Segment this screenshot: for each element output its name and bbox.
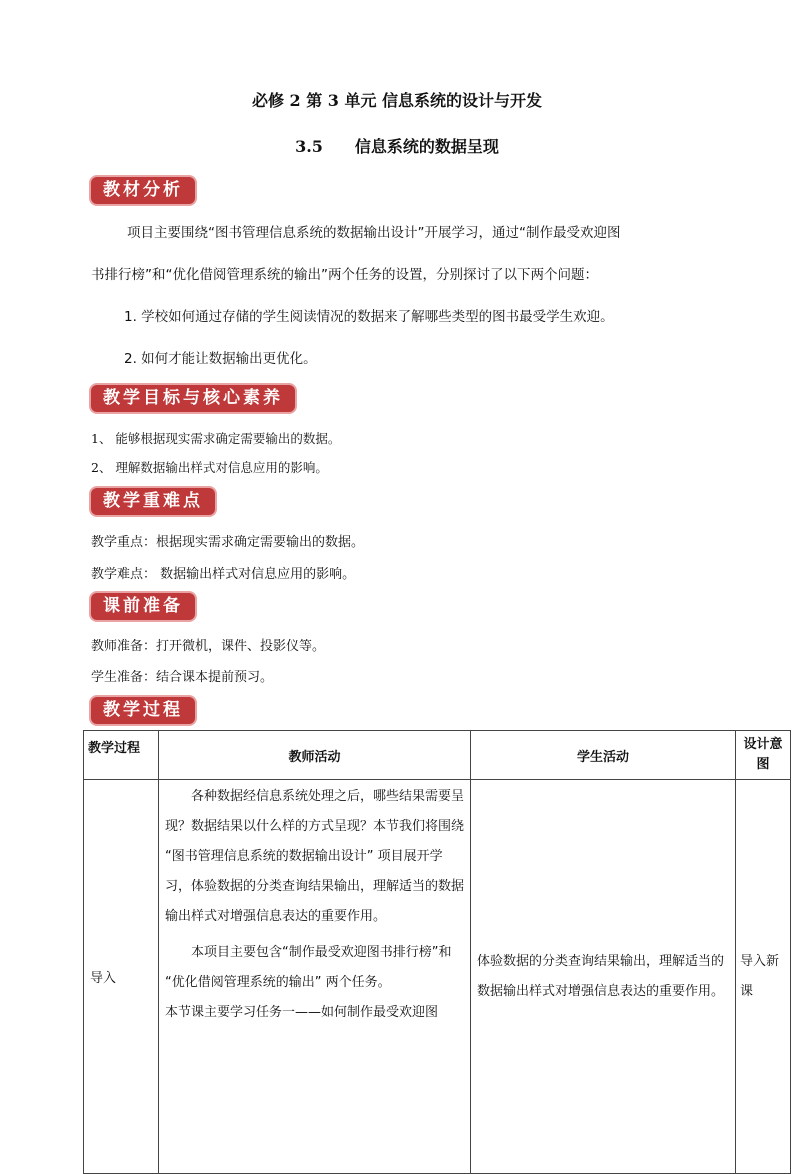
doc-subtitle: 3.5 信息系统的数据呈现: [295, 137, 499, 156]
header-student-activity: 学生活动: [471, 731, 736, 780]
cell-student-activity: 体验数据的分类查询结果输出，理解适当的数据输出样式对增强信息表达的重要作用。: [471, 780, 736, 1174]
goals-item-1: 1、 能够根据现实需求确定需要输出的数据。: [91, 431, 341, 446]
goals-item-2: 2、 理解数据输出样式对信息应用的影响。: [91, 460, 328, 475]
cell-design-intent: 导入新课: [736, 780, 791, 1174]
section-badge-goals: 教学目标与核心素养: [91, 385, 295, 412]
teacher-paragraph-2: 本项目主要包含“制作最受欢迎图书排行榜”和 “优化借阅管理系统的输出” 两个任务。: [165, 945, 452, 990]
analysis-para-line1: 项目主要围绕“图书管理信息系统的数据输出设计”开展学习，通过“制作最受欢迎图: [127, 225, 621, 241]
header-teacher-activity: 教师活动: [159, 731, 471, 780]
analysis-item-2: 2. 如何才能让数据输出更优化。: [124, 351, 317, 367]
header-design-intent: 设计意图: [736, 731, 791, 780]
section-badge-prep: 课前准备: [91, 593, 195, 620]
prep-student: 学生准备：结合课本提前预习。: [91, 670, 274, 685]
prep-teacher: 教师准备：打开微机，课件、投影仪等。: [91, 639, 326, 654]
key-difficulty: 教学难点： 数据输出样式对信息应用的影响。: [91, 567, 356, 582]
header-stage: 教学过程: [84, 731, 159, 780]
analysis-item-1: 1. 学校如何通过存储的学生阅读情况的数据来了解哪些类型的图书最受学生欢迎。: [124, 309, 614, 325]
table-header-row: [84, 731, 791, 780]
doc-title: 必修 2 第 3 单元 信息系统的设计与开发: [251, 91, 543, 110]
process-table: [83, 730, 791, 1174]
section-badge-keypoints: 教学重难点: [91, 488, 215, 515]
section-badge-process: 教学过程: [91, 697, 195, 724]
table-row: [84, 780, 791, 1174]
analysis-para-line2: 书排行榜”和“优化借阅管理系统的输出”两个任务的设置，分别探讨了以下两个问题：: [91, 267, 598, 283]
cell-teacher-activity: [159, 780, 471, 1174]
section-badge-analysis: 教材分析: [91, 177, 195, 204]
cell-stage: 导入: [84, 780, 159, 1174]
key-focus: 教学重点：根据现实需求确定需要输出的数据。: [91, 535, 365, 550]
teacher-paragraph-3: 本节课主要学习任务一——如何制作最受欢迎图: [165, 1005, 439, 1020]
teacher-paragraph-1: 各种数据经信息系统处理之后，哪些结果需要呈现？数据结果以什么样的方式呈现？本节我们将围绕 “图书管理信息系统的数据输出设计” 项目展开学习，体验数据的分类查询结果输出，理解适当的数据输出样式对增强信息表达的重要作用。: [165, 789, 465, 924]
